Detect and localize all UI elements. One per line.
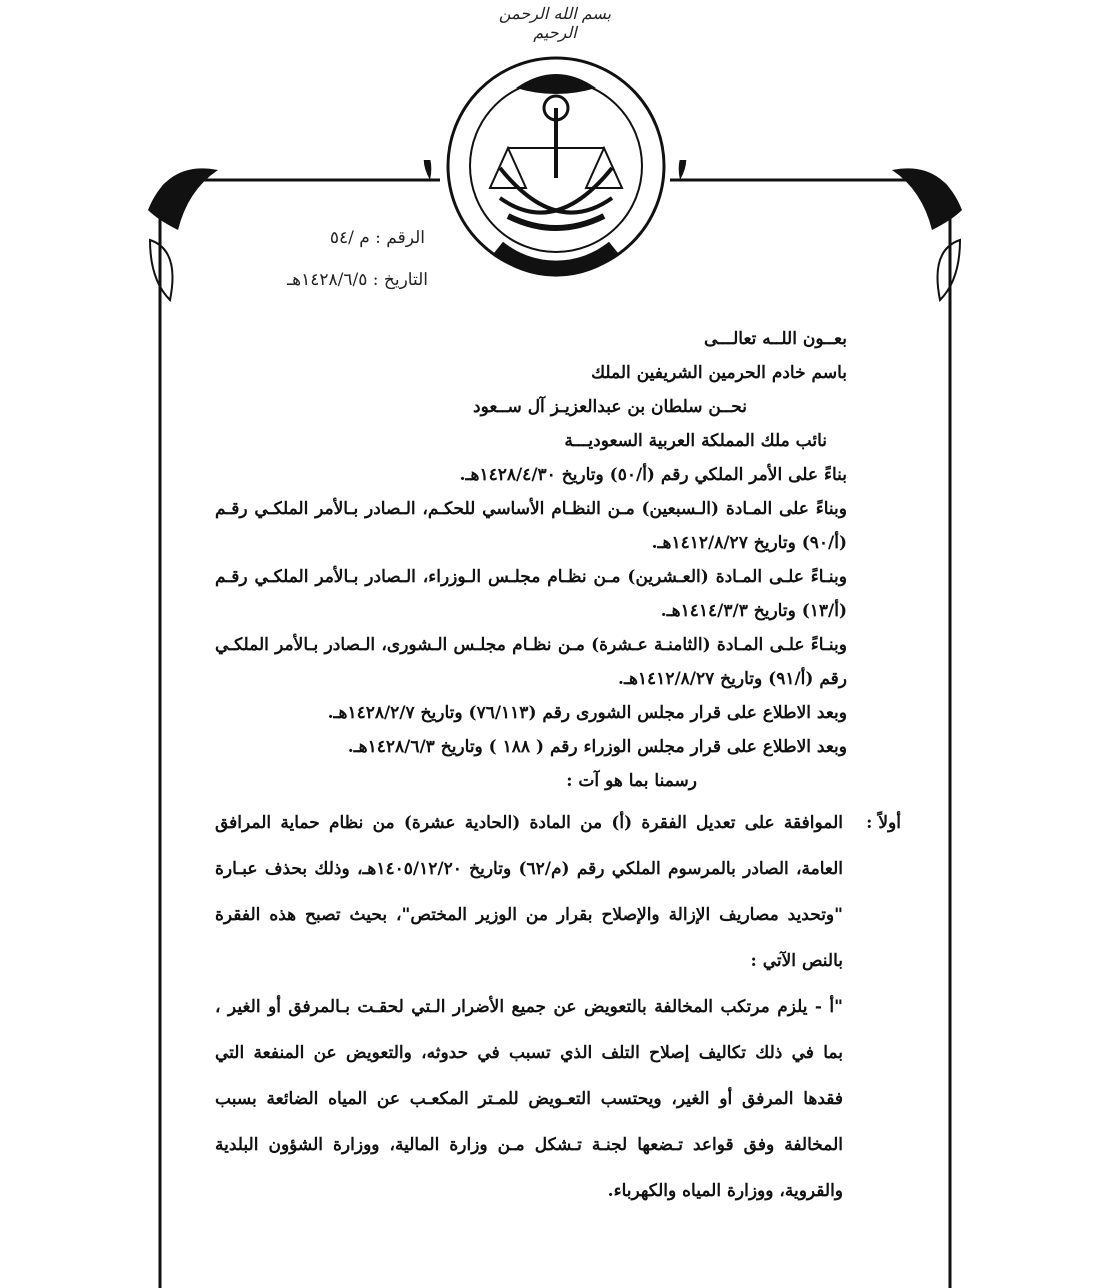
recital: وبنـاءً علـى المـادة (الثامنـة عـشرة) مـن نظـام مجلـس الـشورى، الـصادر بـالأمر الملكـي رقم (أ/٩١) وتاريخ ١٤١٢/٨/٢٧هـ. xyxy=(215,635,847,689)
recital: وبناءً على المـادة (الـسبعين) مـن النظـام الأساسي للحكـم، الـصادر بـالأمر الملكـي رقـم (أ/٩٠) وتاريخ ١٤١٢/٨/٢٧هـ. xyxy=(215,499,847,553)
reference-date: التاريخ : ١٤٢٨/٦/٥هـ xyxy=(287,270,428,290)
recital: بناءً على الأمر الملكي رقم (أ/٥٠) وتاريخ ١٤٢٨/٤/٣٠هـ. xyxy=(459,465,847,485)
recital: وبعد الاطلاع على قرار مجلس الوزراء رقم ( ١٨٨ ) وتاريخ ١٤٢٨/٦/٣هـ. xyxy=(347,737,847,757)
article-clause: "أ - يلزم مرتكب المخالفة بالتعويض عن جميع الأضرار الـتي لحقـت بـالمرفق أو الغير ، بما في ذلك تكاليف إصلاح التلف الذي تسبب في حدوثه، والتعويض عن المنفعة التي فقدها المرفق أو الغير، ويحتسب التعـويض للمـتر المكعـب عن المياه الضائعة بسبب المخالفة وفق قواعد تـضعها لجنـة تـشكل مـن وزارة المالية، ووزارة الشؤون البلدية والقروية، ووزارة المياه والكهرباء. xyxy=(215,997,843,1201)
header-name-of-king: باسم خادم الحرمين الشريفين الملك xyxy=(591,363,847,383)
header-title: نائب ملك المملكة العربية السعوديـــة xyxy=(564,431,827,451)
reference-number: الرقم : م /٥٤ xyxy=(329,228,425,248)
article-text: الموافقة على تعديل الفقرة (أ) من المادة (الحادية عشرة) من نظام حماية المرافق العامة، الصادر بالمرسوم الملكي رقم (م/٦٢) وتاريخ ١٤٠٥/١٢/٢٠هـ، وذلك بحذف عبـارة "وتحديد مصاريف الإزالة والإصلاح بقرار من الوزير المختص"، بحيث تصبح هذه الفقرة بالنص الآتي : xyxy=(215,813,843,971)
decree-body xyxy=(215,322,847,798)
header-issuer: نحــن سلطان بن عبدالعزيـز آل ســعود xyxy=(473,397,747,417)
article-label: أولاً : xyxy=(866,813,901,833)
basmala: بسم الله الرحمن الرحيم xyxy=(498,4,612,42)
recital: وبنـاءً علـى المـادة (العـشرين) مـن نظـام مجلـس الـوزراء، الـصادر بـالأمر الملكـي رقـم (أ/١٣) وتاريخ ١٤١٤/٣/٣هـ. xyxy=(215,567,847,621)
header-invocation: بعــون اللــه تعالـــى xyxy=(703,329,847,349)
recital: وبعد الاطلاع على قرار مجلس الشورى رقم (٧٦/١١٣) وتاريخ ١٤٢٨/٢/٧هـ. xyxy=(327,703,847,723)
article-one xyxy=(215,800,901,1214)
decree-statement: رسمنا بما هو آت : xyxy=(566,771,697,791)
